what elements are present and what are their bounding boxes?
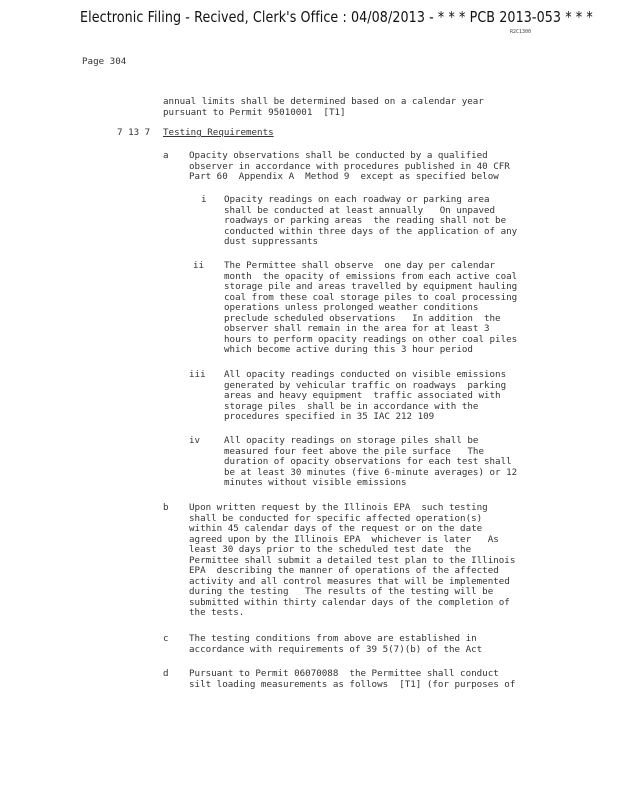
item-label-a: a: [163, 150, 169, 161]
item-label-b: b: [163, 502, 169, 513]
item-text-d: Pursuant to Permit 06070088 the Permittee shall conduct silt loading measurements as follows [T1] (for purposes of: [189, 668, 516, 690]
subitem-text-ii: The Permittee shall observe one day per calendar month the opacity of emissions from each active coal storage pile and areas travelled by equipment hauling coal from these coal storage piles to coal processing operations unless prolonged weather conditions preclude scheduled observations In addition the observer shall remain in the area for at least 3 hours to perform opacity readings on other coal piles which become active during this 3 hour period: [224, 260, 518, 355]
item-text-a: Opacity observations shall be conducted by a qualified observer in accordance with procedures published in 40 CFR Part 60 Appendix A Method 9 except as specified below: [189, 150, 510, 182]
page-label: Page 304: [82, 56, 127, 67]
subitem-label-i: i: [201, 194, 207, 205]
filing-stamp: Electronic Filing - Recived, Clerk's Office : 04/08/2013 - * * * PCB 2013-053 * * *: [80, 8, 593, 26]
stamp-code: R2C1300: [510, 29, 532, 35]
item-text-c: The testing conditions from above are established in accordance with requirements of 39 5(7)(b) of the Act: [189, 633, 483, 655]
subitem-label-iv: iv: [189, 435, 201, 446]
section-number: 7 13 7: [117, 127, 151, 138]
intro-paragraph: annual limits shall be determined based on a calendar year pursuant to Permit 95010001 [T1]: [163, 96, 484, 118]
subitem-label-iii: iii: [189, 369, 206, 380]
item-text-b: Upon written request by the Illinois EPA such testing shall be conducted for specific affected operation(s) within 45 calendar days of the request or on the date agreed upon by the Illinois EPA whichever is later As least 30 days prior to the scheduled test date the Permittee shall submit a detailed test plan to the Illinois EPA describing the manner of operations of the affected activity and all control measures that will be implemented during the testing The results of the testing will be submitted within thirty calendar days of the completion of the tests.: [189, 502, 516, 618]
subitem-text-i: Opacity readings on each roadway or parking area shall be conducted at least annually On unpaved roadways or parking areas the reading shall not be conducted within three days of the application of any dust suppressants: [224, 194, 518, 247]
section-title: Testing Requirements: [163, 127, 274, 138]
subitem-text-iii: All opacity readings conducted on visible emissions generated by vehicular traffic on roadways parking areas and heavy equipment traffic associated with storage piles shall be in accordance with the procedures specified in 35 IAC 212 109: [224, 369, 507, 422]
subitem-text-iv: All opacity readings on storage piles shall be measured four feet above the pile surface The duration of opacity observations for each test shall be at least 30 minutes (five 6-minute averages) or 12 minutes without visible emissions: [224, 435, 518, 488]
item-label-c: c: [163, 633, 169, 644]
subitem-label-ii: ii: [193, 260, 205, 271]
item-label-d: d: [163, 668, 169, 679]
